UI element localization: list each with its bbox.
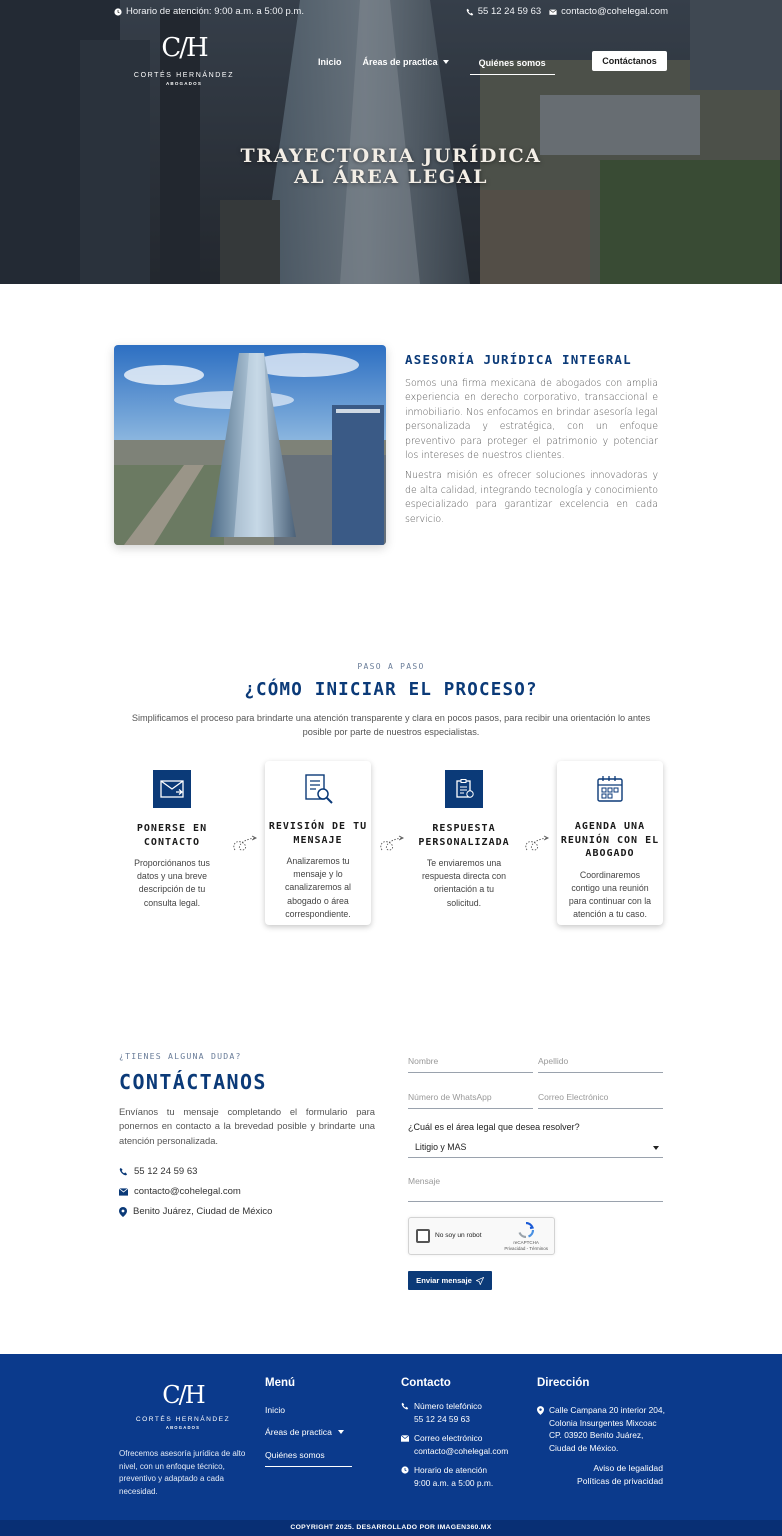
- recaptcha-icon: [518, 1222, 534, 1238]
- about-title: ASESORÍA JURÍDICA INTEGRAL: [405, 352, 632, 367]
- contact-email[interactable]: [119, 1186, 241, 1197]
- contact-email-text: contacto@cohelegal.com: [134, 1186, 241, 1197]
- copyright-bar: COPYRIGHT 2025. DESARROLLADO POR IMAGEN360.MX: [0, 1520, 782, 1536]
- logo-name: CORTÉS HERNÁNDEZ: [133, 72, 235, 79]
- footer: [0, 1354, 782, 1520]
- footer-menu-areas[interactable]: [265, 1427, 344, 1437]
- contact-button[interactable]: Contáctanos: [592, 51, 667, 71]
- about-tower-image: [114, 345, 386, 545]
- step-3-title: RESPUESTA PERSONALIZADA: [418, 823, 510, 848]
- document-search-icon: [299, 770, 337, 808]
- contact-phone[interactable]: [119, 1166, 197, 1177]
- area-select-label: ¿Cuál es el área legal que desea resolver?: [408, 1122, 580, 1132]
- nav-quienes-label: Quiénes somos: [478, 57, 546, 68]
- step-contact: [124, 770, 220, 910]
- footer-email-label: Correo electrónico: [414, 1433, 483, 1443]
- footer-address-text: Calle Campana 20 interior 204, Colonia Insurgentes Mixcoac CP. 03920 Benito Juárez, Ciudad de México.: [549, 1405, 665, 1453]
- step-meeting-card: [557, 761, 663, 925]
- footer-contact-title: Contacto: [401, 1377, 451, 1389]
- mail-icon: [401, 1435, 409, 1442]
- hero-title-line1: TRAYECTORIA JURÍDICA: [240, 145, 542, 167]
- nav-inicio[interactable]: [318, 57, 342, 67]
- caret-down-icon: [338, 1430, 344, 1434]
- recaptcha-widget: [408, 1217, 555, 1255]
- footer-email[interactable]: [401, 1432, 531, 1457]
- legal-notice-link[interactable]: Aviso de legalidad: [593, 1463, 663, 1473]
- footer-hours-value: 9:00 a.m. a 5:00 p.m.: [414, 1477, 494, 1488]
- location-pin-icon: [119, 1207, 127, 1217]
- lastname-input[interactable]: Apellido: [538, 1056, 663, 1073]
- privacy-policy-link[interactable]: Políticas de privacidad: [577, 1476, 663, 1486]
- curved-arrow-icon: [379, 830, 405, 854]
- contact-location: [119, 1206, 272, 1217]
- step-4-text: Coordinaremos contigo una reunión para continuar con la atención a tu caso.: [568, 869, 652, 920]
- area-select[interactable]: [408, 1142, 663, 1158]
- recaptcha-brand: [504, 1222, 548, 1252]
- main-nav: [318, 51, 576, 73]
- process-title: ¿CÓMO INICIAR EL PROCESO?: [244, 680, 538, 700]
- recaptcha-checkbox[interactable]: [416, 1229, 430, 1243]
- contact-description: Envíanos tu mensaje completando el formulario para ponernos en contacto a la brevedad posible y brindarte una atención personalizada.: [119, 1106, 375, 1146]
- logo-monogram: C/H: [161, 33, 207, 63]
- contact-location-text: Benito Juárez, Ciudad de México: [133, 1206, 273, 1217]
- hours-text: Horario de atención: 9:00 a.m. a 5:00 p.m.: [126, 6, 304, 17]
- footer-about: Ofrecemos asesoría jurídica de alto nivel, con un enfoque técnico, preventivo y adaptado a cada necesidad.: [119, 1449, 246, 1496]
- footer-phone[interactable]: [401, 1400, 531, 1425]
- footer-address: [537, 1404, 665, 1454]
- whatsapp-input[interactable]: Número de WhatsApp: [408, 1092, 533, 1109]
- footer-menu-inicio[interactable]: Inicio: [265, 1405, 286, 1415]
- nav-areas[interactable]: [363, 57, 449, 67]
- clock-icon: [114, 8, 122, 16]
- footer-menu-title: Menú: [265, 1377, 296, 1389]
- send-message-button[interactable]: [408, 1271, 492, 1290]
- area-select-value: Litigio y MAS: [415, 1142, 467, 1152]
- footer-menu-areas-label: Áreas de practica: [265, 1427, 332, 1437]
- mail-icon: [119, 1188, 128, 1196]
- hero-overlay: [0, 0, 782, 284]
- footer-phone-label: Número telefónico: [414, 1401, 482, 1411]
- location-pin-icon: [537, 1406, 544, 1415]
- footer-email-value: contacto@cohelegal.com: [414, 1445, 509, 1456]
- topbar-email[interactable]: [549, 6, 668, 17]
- hours-info: [114, 6, 304, 17]
- footer-hours: [401, 1464, 531, 1489]
- recaptcha-brand-text: reCAPTCHA: [513, 1240, 539, 1245]
- phone-icon: [401, 1402, 409, 1410]
- recaptcha-label: No soy un robot: [435, 1232, 482, 1239]
- calendar-icon: [591, 770, 629, 808]
- footer-logo-tagline: ABOGADOS: [165, 1425, 201, 1430]
- mail-icon: [549, 8, 557, 16]
- recaptcha-links[interactable]: Privacidad - Términos: [504, 1246, 548, 1251]
- message-textarea[interactable]: [408, 1176, 663, 1202]
- email-input[interactable]: Correo Electrónico: [538, 1092, 663, 1109]
- step-response: [416, 770, 512, 910]
- topbar-email-text: contacto@cohelegal.com: [561, 6, 668, 17]
- footer-hours-label: Horario de atención: [414, 1465, 488, 1475]
- top-info-bar: [0, 6, 782, 20]
- name-input[interactable]: Nombre: [408, 1056, 533, 1073]
- caret-down-icon: [443, 60, 449, 64]
- curved-arrow-icon: [524, 830, 550, 854]
- message-placeholder: Mensaje: [408, 1176, 441, 1186]
- phone-icon: [119, 1167, 128, 1176]
- contact-title: CONTÁCTANOS: [119, 1070, 267, 1094]
- clock-icon: [401, 1466, 409, 1474]
- footer-logo[interactable]: [132, 1378, 234, 1430]
- phone-icon: [466, 8, 474, 16]
- nav-quienes-somos[interactable]: [470, 58, 555, 75]
- about-paragraph-1: Somos una firma mexicana de abogados con amplia experiencia en derecho corporativo, transaccional e inmobiliario. Nos enfocamos en brindar asesoría legal personalizada y estratégica, con un enfoque preventivo para proteger el patrimonio y potenciar los intereses de nuestros clientes.: [405, 378, 658, 462]
- clipboard-icon: [445, 770, 483, 808]
- nav-areas-label: Áreas de practica: [362, 57, 438, 67]
- step-3-text: Te enviaremos una respuesta directa con orientación a tu solicitud.: [421, 858, 507, 908]
- step-review-card: [265, 761, 371, 925]
- curved-arrow-icon: [232, 830, 258, 854]
- footer-logo-monogram: C/H: [162, 1381, 204, 1409]
- envelope-icon: [153, 770, 191, 808]
- hero-title: [0, 146, 782, 188]
- step-1-title: PONERSE EN CONTACTO: [136, 823, 208, 848]
- topbar-phone[interactable]: [466, 6, 541, 17]
- process-eyebrow: PASO A PASO: [357, 662, 425, 671]
- brand-logo[interactable]: [128, 28, 240, 94]
- footer-menu-quienes[interactable]: Quiénes somos: [265, 1450, 352, 1467]
- step-4-title: AGENDA UNA REUNIÓN CON EL ABOGADO: [560, 821, 660, 859]
- footer-logo-name: CORTÉS HERNÁNDEZ: [135, 1416, 231, 1423]
- about-paragraph-2: Nuestra misión es ofrecer soluciones innovadoras y de alta calidad, integrando tecnología y conocimiento especializado para garantizar excelencia en cada servicio.: [405, 470, 658, 525]
- step-2-text: Analizaremos tu mensaje y lo canalizaremos al abogado o área correspondiente.: [284, 856, 351, 919]
- hero: [0, 0, 782, 284]
- about-section: [405, 352, 658, 533]
- hero-title-line2: AL ÁREA LEGAL: [293, 166, 489, 188]
- step-2-title: REVISIÓN DE TU MENSAJE: [268, 821, 368, 846]
- topbar-phone-text: 55 12 24 59 63: [477, 6, 542, 17]
- step-1-text: Proporciónanos tus datos y una breve descripción de tu consulta legal.: [134, 858, 210, 908]
- nav-inicio-label: Inicio: [318, 57, 342, 67]
- process-subtitle: Simplificamos el proceso para brindarte una atención transparente y clara en pocos pasos, para recibir una orientación lo antes posible por parte de nuestros especialistas.: [131, 713, 651, 737]
- logo-tagline: ABOGADOS: [165, 81, 203, 86]
- footer-phone-value: 55 12 24 59 63: [414, 1413, 470, 1424]
- footer-address-title: Dirección: [537, 1377, 590, 1389]
- contact-phone-text: 55 12 24 59 63: [134, 1166, 198, 1177]
- caret-down-icon: [653, 1146, 659, 1150]
- send-button-label: Enviar mensaje: [416, 1276, 472, 1285]
- paper-plane-icon: [476, 1277, 484, 1285]
- contact-eyebrow: ¿TIENES ALGUNA DUDA?: [119, 1051, 242, 1061]
